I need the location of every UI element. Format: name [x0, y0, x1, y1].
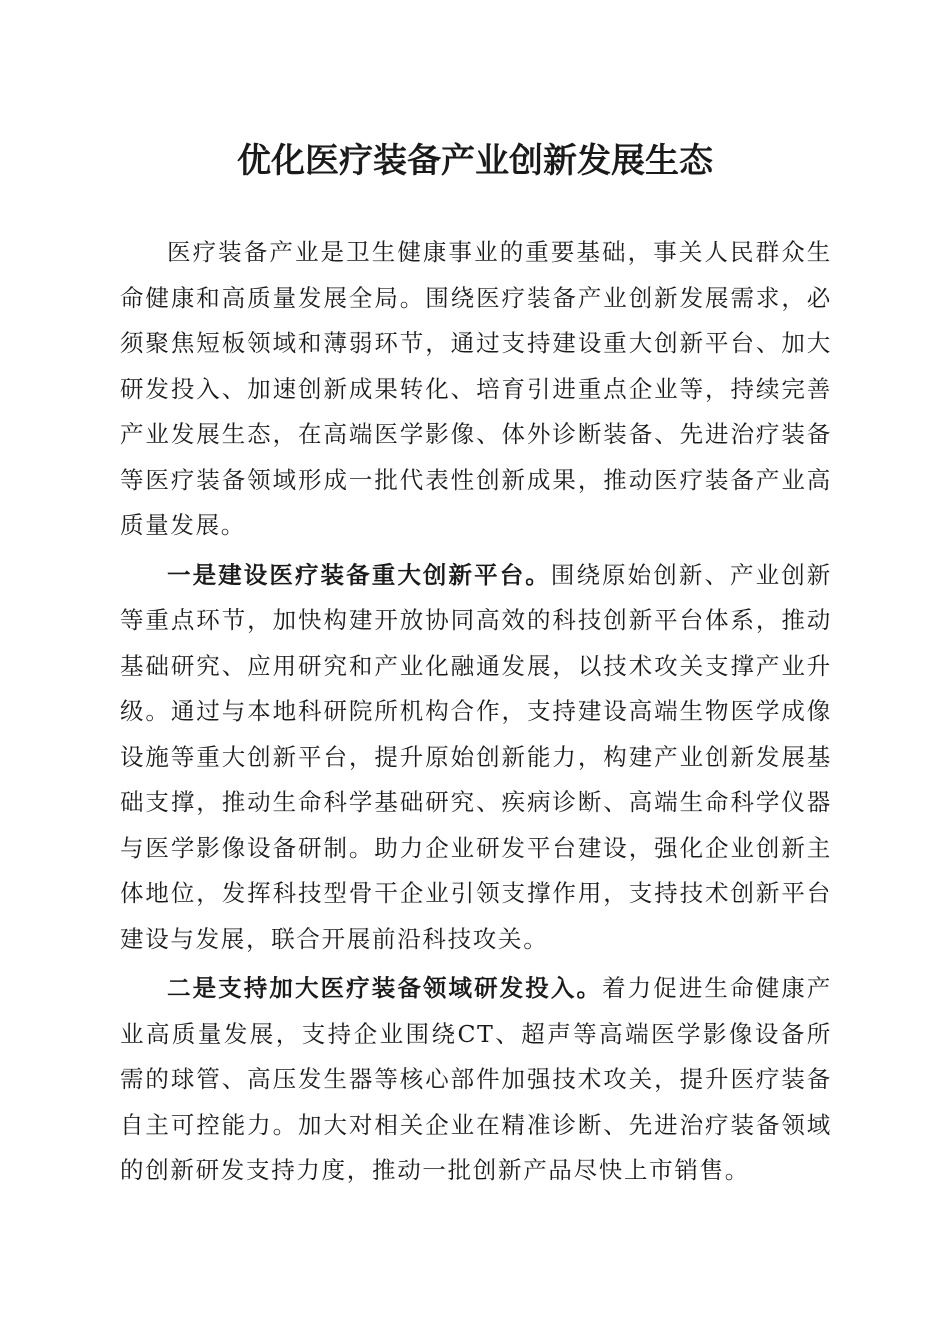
paragraph-lead: 一是建设医疗装备重大创新平台。 [167, 560, 551, 589]
paragraph-lead: 二是支持加大医疗装备领域研发投入。 [167, 974, 603, 1002]
paragraph-intro [120, 230, 832, 549]
paragraph-investment [120, 966, 832, 1194]
document-title: 优化医疗装备产业创新发展生态 [237, 141, 713, 181]
paragraph-text: 医疗装备产业是卫生健康事业的重要基础，事关人民群众生命健康和高质量发展全局。围绕医疗装备产业创新发展需求，必须聚焦短板领域和薄弱环节，通过支持建设重大创新平台、加大研发投入、加速创新成果转化、培育引进重点企业等，持续完善产业发展生态，在高端医学影像、体外诊断装备、先进治疗装备等医疗装备领域形成一批代表性创新成果，推动医疗装备产业高质量发展。 [120, 238, 832, 539]
paragraph-platform [120, 553, 832, 963]
paragraph-text: 着力促进生命健康产业高质量发展，支持企业围绕CT、超声等高端医学影像设备所需的球管、高压发生器等核心部件加强技术攻关，提升医疗装备自主可控能力。加大对相关企业在精准诊断、先进治疗装备领域的创新研发支持力度，推动一批创新产品尽快上市销售。 [120, 974, 832, 1184]
paragraph-text: 围绕原始创新、产业创新等重点环节，加快构建开放协同高效的科技创新平台体系，推动基础研究、应用研究和产业化融通发展，以技术攻关支撑产业升级。通过与本地科研院所机构合作，支持建设高端生物医学成像设施等重大创新平台，提升原始创新能力，构建产业创新发展基础支撑，推动生命科学基础研究、疾病诊断、高端生命科学仪器与医学影像设备研制。助力企业研发平台建设，强化企业创新主体地位，发挥科技型骨干企业引领支撑作用，支持技术创新平台建设与发展，联合开展前沿科技攻关。 [120, 560, 833, 953]
document-body [120, 230, 832, 1198]
